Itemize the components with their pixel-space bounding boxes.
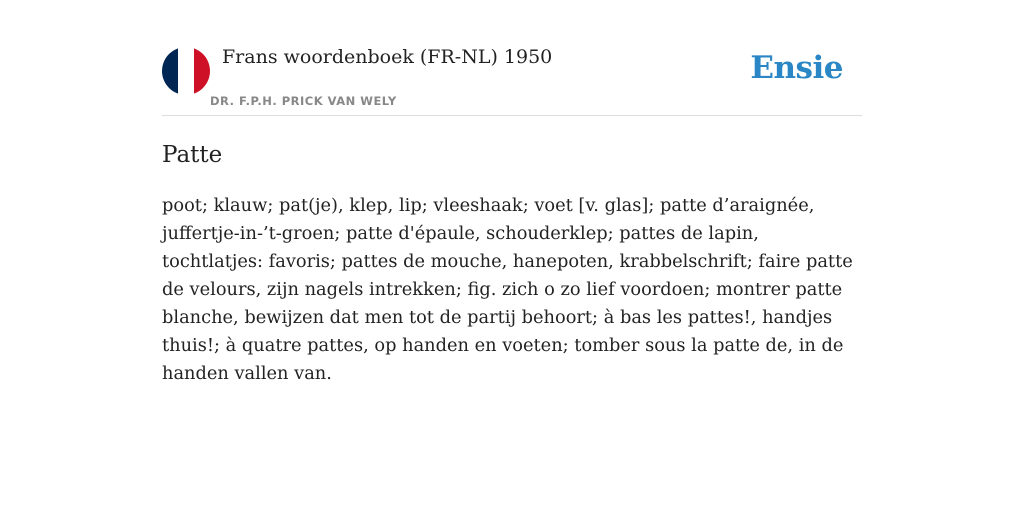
dictionary-card <box>162 40 862 388</box>
flag-stripe-blue <box>162 47 178 95</box>
entry-headword: Patte <box>162 142 223 168</box>
flag-stripe-white <box>178 47 194 95</box>
flag-stripe-red <box>194 47 210 95</box>
dictionary-header <box>162 40 862 116</box>
dictionary-author: DR. F.P.H. PRICK VAN WELY <box>210 94 397 108</box>
dictionary-title[interactable]: Frans woordenboek (FR-NL) 1950 <box>222 46 553 68</box>
entry-definition: poot; klauw; pat(je), klep, lip; vleeshaak; voet [v. glas]; patte d’araignée, juffertje-in-’t-groen; patte d'épaule, schouderklep; pattes de lapin, tochtlatjes: favoris; pattes de mouche, hanepoten, krabbelschrift; faire patte de velours, zijn nagels intrekken; fig. zich o zo lief voordoen; montrer patte blanche, bewijzen dat men tot de partij behoort; à bas les pattes!, handjes thuis!; à quatre pattes, op handen en voeten; tomber sous la patte de, in de handen vallen van. <box>162 195 853 384</box>
ensie-logo-link[interactable]: Ensie <box>750 50 843 86</box>
france-flag-icon <box>162 47 210 95</box>
